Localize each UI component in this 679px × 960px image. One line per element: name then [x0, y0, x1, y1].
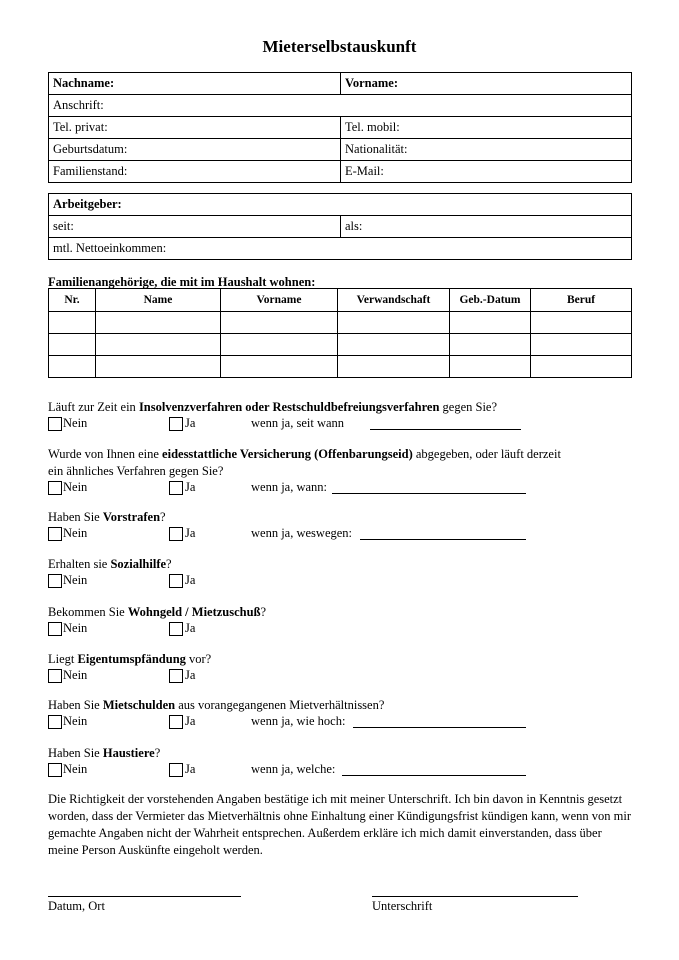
table-cell[interactable] [49, 356, 96, 378]
vorname-label: Vorname: [345, 76, 399, 90]
q3-bold: Vorstrafen [102, 510, 161, 524]
nein-checkbox[interactable] [48, 527, 62, 541]
nein-checkbox[interactable] [48, 669, 62, 683]
ja-label: Ja [185, 480, 196, 494]
unterschrift-label: Unterschrift [372, 899, 433, 913]
followup-label: wenn ja, seit wann [251, 416, 345, 430]
q2-bold: eidesstattliche Versicherung (Offenbarungseid) [162, 447, 413, 461]
personal-data-table [48, 72, 632, 183]
ja-label: Ja [185, 416, 196, 430]
table-cell[interactable] [96, 312, 221, 334]
netto-field[interactable] [49, 238, 632, 260]
email-field[interactable] [341, 161, 632, 183]
table-cell[interactable] [450, 334, 531, 356]
nein-checkbox[interactable] [48, 574, 62, 588]
answer-row-q7 [48, 714, 548, 730]
tel-privat-label: Tel. privat: [53, 120, 108, 134]
seit-field[interactable] [49, 216, 341, 238]
col-beruf: Beruf [531, 289, 632, 312]
table-cell[interactable] [531, 356, 632, 378]
familienstand-label: Familienstand: [53, 164, 128, 178]
followup-label: wenn ja, weswegen: [251, 526, 353, 540]
employer-table [48, 193, 632, 260]
family-heading: Familienangehörige, die mit im Haushalt wohnen: [48, 275, 316, 289]
als-label: als: [345, 219, 363, 233]
followup-label: wenn ja, welche: [251, 762, 336, 776]
q5-text: Bekommen Sie [48, 605, 128, 619]
page-title: Mieterselbstauskunft [262, 37, 417, 56]
nein-label: Nein [63, 714, 88, 728]
ja-label: Ja [185, 526, 196, 540]
datum-ort-line[interactable] [48, 896, 241, 897]
q2-text-end: abgegeben, oder läuft derzeit ein ähnliches Verfahren gegen Sie? [48, 447, 561, 478]
tel-privat-field[interactable] [49, 117, 341, 139]
als-field[interactable] [341, 216, 632, 238]
col-verwandschaft: Verwandschaft [338, 289, 450, 312]
table-cell[interactable] [450, 356, 531, 378]
question-insolvenz [48, 399, 638, 416]
table-cell[interactable] [338, 312, 450, 334]
ja-checkbox[interactable] [169, 527, 183, 541]
nachname-label: Nachname: [53, 76, 115, 90]
question-wohngeld [48, 604, 638, 621]
nachname-field[interactable] [49, 73, 341, 95]
unterschrift-line[interactable] [372, 896, 578, 897]
col-nr: Nr. [49, 289, 96, 312]
nein-checkbox[interactable] [48, 715, 62, 729]
nein-label: Nein [63, 668, 88, 682]
answer-line[interactable] [370, 429, 521, 430]
question-eigentumspfaendung [48, 651, 638, 668]
answer-line[interactable] [353, 727, 526, 728]
table-cell[interactable] [338, 334, 450, 356]
table-row [49, 334, 632, 356]
familienstand-field[interactable] [49, 161, 341, 183]
question-haustiere [48, 745, 638, 762]
family-table [48, 288, 632, 378]
table-cell[interactable] [221, 334, 338, 356]
ja-checkbox[interactable] [169, 669, 183, 683]
q6-text-end: vor? [185, 652, 212, 666]
seit-label: seit: [53, 219, 74, 233]
ja-checkbox[interactable] [169, 574, 183, 588]
answer-row-q1 [48, 416, 548, 432]
nein-checkbox[interactable] [48, 763, 62, 777]
anschrift-label: Anschrift: [53, 98, 104, 112]
ja-checkbox[interactable] [169, 481, 183, 495]
table-cell[interactable] [49, 312, 96, 334]
question-offenbarungseid [48, 446, 568, 480]
q7-text: Haben Sie [48, 698, 103, 712]
q5-bold: Wohngeld / Mietzuschuß [127, 605, 261, 619]
geburtsdatum-label: Geburtsdatum: [53, 142, 128, 156]
col-vorname: Vorname [221, 289, 338, 312]
followup-label: wenn ja, wann: [251, 480, 328, 494]
netto-label: mtl. Nettoeinkommen: [53, 241, 167, 255]
anschrift-field[interactable] [49, 95, 632, 117]
col-name: Name [96, 289, 221, 312]
q8-bold: Haustiere [102, 746, 155, 760]
q8-text: Haben Sie [48, 746, 103, 760]
declaration-text: Die Richtigkeit der vorstehenden Angaben bestätige ich mit meiner Unterschrift. Ich bin davon in Kenntnis gesetzt worden, dass der Vermieter das Mietverhältnis ohne Einhaltung einer Kündigungsfrist kündigen kann, wenn von mir gemachte Angaben nicht der Wahrheit entsprechen. Außerdem erkläre ich mich damit einverstanden, dass über meine Person Auskünfte eingeholt werden. [48, 792, 631, 857]
q3-text-end: ? [160, 510, 166, 524]
q5-text-end: ? [260, 605, 267, 619]
table-cell[interactable] [96, 334, 221, 356]
answer-row-q3 [48, 526, 548, 542]
nationalitaet-label: Nationalität: [345, 142, 408, 156]
question-sozialhilfe [48, 556, 638, 573]
nein-label: Nein [63, 480, 88, 494]
vorname-field[interactable] [341, 73, 632, 95]
ja-checkbox[interactable] [169, 417, 183, 431]
q7-bold: Mietschulden [102, 698, 176, 712]
table-cell[interactable] [221, 356, 338, 378]
q6-bold: Eigentumspfändung [77, 652, 186, 666]
tel-mobil-field[interactable] [341, 117, 632, 139]
col-geb-datum: Geb.-Datum [450, 289, 531, 312]
ja-checkbox[interactable] [169, 715, 183, 729]
arbeitgeber-field[interactable] [49, 194, 632, 216]
answer-row-q8 [48, 762, 548, 778]
table-cell[interactable] [49, 334, 96, 356]
nein-label: Nein [63, 621, 88, 635]
arbeitgeber-label: Arbeitgeber: [53, 197, 122, 211]
nein-label: Nein [63, 573, 88, 587]
ja-label: Ja [185, 621, 196, 635]
tel-mobil-label: Tel. mobil: [345, 120, 400, 134]
q2-text: Wurde von Ihnen eine [48, 447, 163, 461]
followup-label: wenn ja, wie hoch: [251, 714, 346, 728]
q1-text: Läuft zur Zeit ein [48, 400, 139, 414]
geburtsdatum-field[interactable] [49, 139, 341, 161]
nein-label: Nein [63, 526, 88, 540]
answer-line[interactable] [342, 775, 526, 776]
table-cell[interactable] [221, 312, 338, 334]
q4-text-end: ? [166, 557, 172, 571]
q4-bold: Sozialhilfe [110, 557, 167, 571]
table-cell[interactable] [531, 312, 632, 334]
answer-line[interactable] [360, 539, 526, 540]
q3-text: Haben Sie [48, 510, 103, 524]
question-vorstrafen [48, 509, 638, 526]
question-mietschulden [48, 697, 638, 714]
nein-checkbox[interactable] [48, 417, 62, 431]
table-cell[interactable] [531, 334, 632, 356]
answer-row-q4 [48, 573, 248, 589]
answer-row-q2 [48, 480, 548, 496]
ja-label: Ja [185, 668, 196, 682]
nein-label: Nein [63, 416, 88, 430]
datum-ort-label: Datum, Ort [48, 899, 105, 913]
table-cell[interactable] [338, 356, 450, 378]
answer-row-q5 [48, 621, 248, 637]
ja-label: Ja [185, 573, 196, 587]
nationalitaet-field[interactable] [341, 139, 632, 161]
q7-text-end: aus vorangegangenen Mietverhältnissen? [175, 698, 385, 712]
table-row [49, 356, 632, 378]
q6-text: Liegt [48, 652, 78, 666]
nein-checkbox[interactable] [48, 622, 62, 636]
table-cell[interactable] [450, 312, 531, 334]
answer-line[interactable] [332, 493, 526, 494]
answer-row-q6 [48, 668, 248, 684]
nein-label: Nein [63, 762, 88, 776]
q1-bold: Insolvenzverfahren oder Restschuldbefreiungsverfahren [138, 400, 440, 414]
q4-text: Erhalten sie [48, 557, 111, 571]
table-row [49, 312, 632, 334]
ja-checkbox[interactable] [169, 763, 183, 777]
q1-text-end: gegen Sie? [439, 400, 498, 414]
q8-text-end: ? [154, 746, 161, 760]
ja-checkbox[interactable] [169, 622, 183, 636]
ja-label: Ja [185, 714, 196, 728]
email-label: E-Mail: [345, 164, 384, 178]
ja-label: Ja [185, 762, 196, 776]
table-cell[interactable] [96, 356, 221, 378]
nein-checkbox[interactable] [48, 481, 62, 495]
